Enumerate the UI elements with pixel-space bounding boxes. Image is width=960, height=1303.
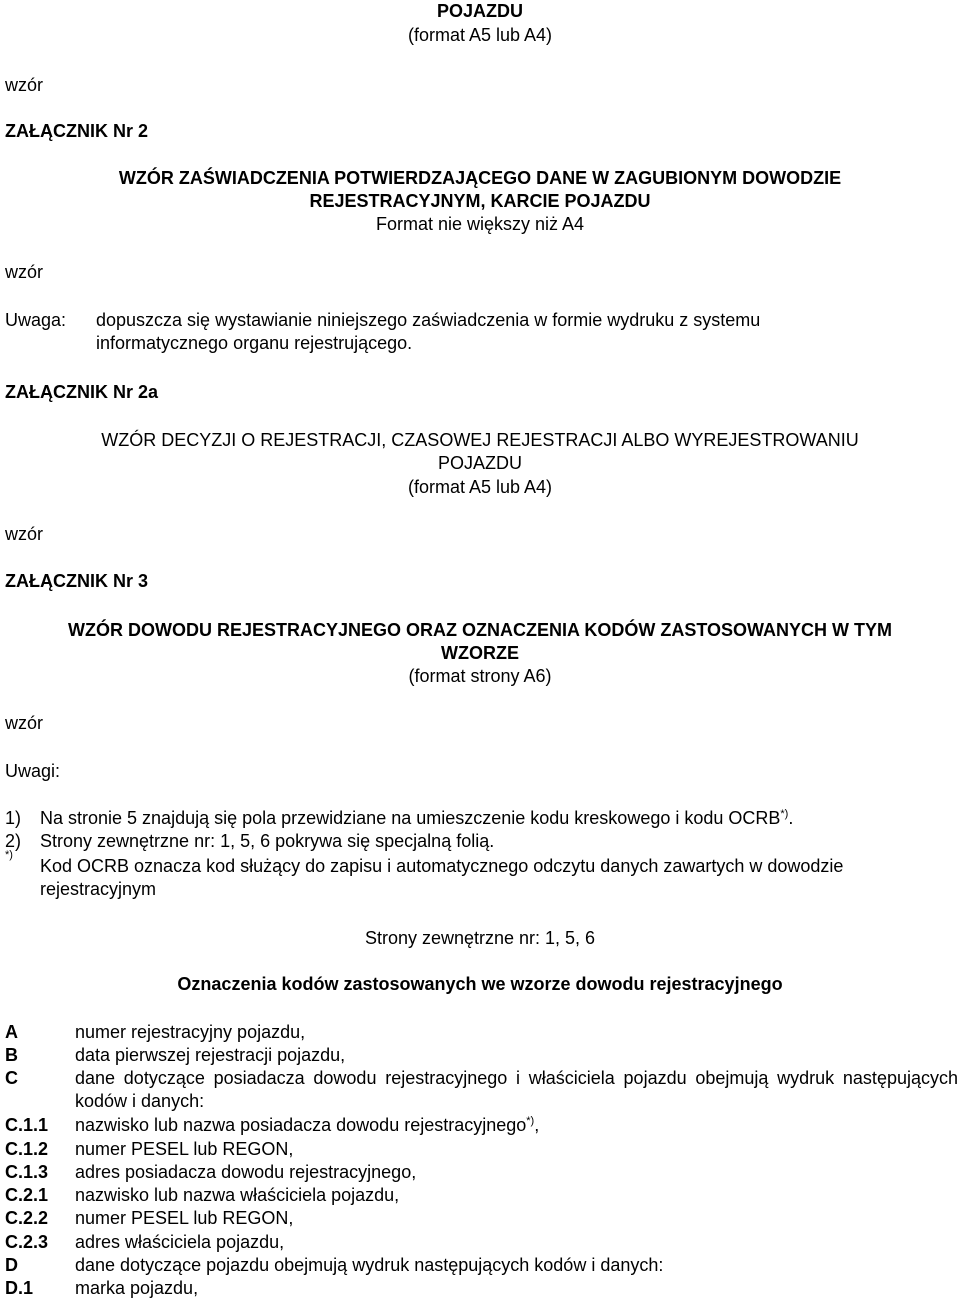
zal3-format: (format strony A6)	[408, 666, 552, 686]
zal2-heading: ZAŁĄCZNIK Nr 2	[5, 121, 148, 141]
code-desc: nazwisko lub nazwa posiadacza dowodu rejestracyjnego*),	[75, 1115, 540, 1135]
note-text: Na stronie 5 znajdują się pola przewidziane na umieszczenie kodu kreskowego i kodu OCRB*).	[40, 808, 794, 828]
codes-title: Oznaczenia kodów zastosowanych we wzorze dowodu rejestracyjnego	[177, 974, 783, 994]
code-desc: dane dotyczące pojazdu obejmują wydruk następujących kodów i danych:	[75, 1255, 664, 1275]
uwaga-text-line2: informatycznego organu rejestrującego.	[96, 333, 413, 353]
code-label: C.1.1	[5, 1115, 49, 1135]
code-label: D	[5, 1255, 18, 1275]
strony-zewnetrzne: Strony zewnętrzne nr: 1, 5, 6	[364, 928, 596, 948]
code-desc: marka pojazdu,	[75, 1278, 199, 1298]
footnote-ref: *)	[526, 1115, 535, 1127]
code-desc: numer PESEL lub REGON,	[75, 1208, 294, 1228]
footnote-mark: *)	[5, 849, 13, 861]
wzor-label: wzór	[5, 524, 44, 544]
wzor-label: wzór	[5, 713, 44, 733]
note-number: 1)	[5, 808, 22, 828]
zal3-heading: ZAŁĄCZNIK Nr 3	[5, 571, 148, 591]
code-label: C	[5, 1068, 18, 1088]
uwagi-label: Uwagi:	[5, 761, 61, 781]
zal3-title-line2: WZORZE	[441, 643, 519, 663]
zal2-title-line1: WZÓR ZAŚWIADCZENIA POTWIERDZAJĄCEGO DANE W ZAGUBIONYM DOWODZIE	[118, 168, 842, 188]
zal2-title-line2: REJESTRACYJNYM, KARCIE POJAZDU	[309, 191, 651, 211]
footnote-ref: *)	[780, 808, 789, 820]
code-desc: data pierwszej rejestracji pojazdu,	[75, 1045, 346, 1065]
code-label: D.1	[5, 1278, 34, 1298]
uwaga-text-line1: dopuszcza się wystawianie niniejszego zaświadczenia w formie wydruku z systemu	[96, 310, 761, 330]
footnote-text-line1: Kod OCRB oznacza kod służący do zapisu i automatycznego odczytu danych zawartych w dowodzie	[40, 856, 844, 876]
code-desc: numer rejestracyjny pojazdu,	[75, 1022, 306, 1042]
footnote-text-line2: rejestracyjnym	[40, 879, 157, 899]
code-label: C.1.3	[5, 1162, 49, 1182]
code-label: A	[5, 1022, 18, 1042]
code-label: B	[5, 1045, 18, 1065]
top-title: POJAZDU	[436, 1, 523, 21]
code-desc: numer PESEL lub REGON,	[75, 1139, 294, 1159]
code-label: C.2.3	[5, 1232, 49, 1252]
zal3-title-line1: WZÓR DOWODU REJESTRACYJNEGO ORAZ OZNACZENIA KODÓW ZASTOSOWANYCH W TYM	[68, 620, 892, 640]
code-label: C.1.2	[5, 1139, 49, 1159]
note-text: Strony zewnętrzne nr: 1, 5, 6 pokrywa się specjalną folią.	[40, 831, 495, 851]
note-number: 2)	[5, 831, 22, 851]
code-desc: dane dotyczące posiadacza dowodu rejestracyjnego i właściciela pojazdu obejmują wydruk następujących kodów i danych:	[75, 1068, 958, 1111]
top-format: (format A5 lub A4)	[407, 25, 553, 45]
wzor-label: wzór	[5, 75, 44, 95]
code-label: C.2.1	[5, 1185, 49, 1205]
zal2a-title-line2: POJAZDU	[437, 453, 522, 473]
zal2a-heading: ZAŁĄCZNIK Nr 2a	[5, 382, 159, 402]
code-label: C.2.2	[5, 1208, 49, 1228]
wzor-label: wzór	[5, 262, 44, 282]
zal2a-format: (format A5 lub A4)	[407, 477, 553, 497]
code-desc: adres właściciela pojazdu,	[75, 1232, 285, 1252]
zal2a-title-line1: WZÓR DECYZJI O REJESTRACJI, CZASOWEJ REJESTRACJI ALBO WYREJESTROWANIU	[101, 430, 859, 450]
code-desc: adres posiadacza dowodu rejestracyjnego,	[75, 1162, 417, 1182]
uwaga-label: Uwaga:	[5, 310, 67, 330]
zal2-format: Format nie większy niż A4	[375, 214, 585, 234]
code-desc: nazwisko lub nazwa właściciela pojazdu,	[75, 1185, 400, 1205]
